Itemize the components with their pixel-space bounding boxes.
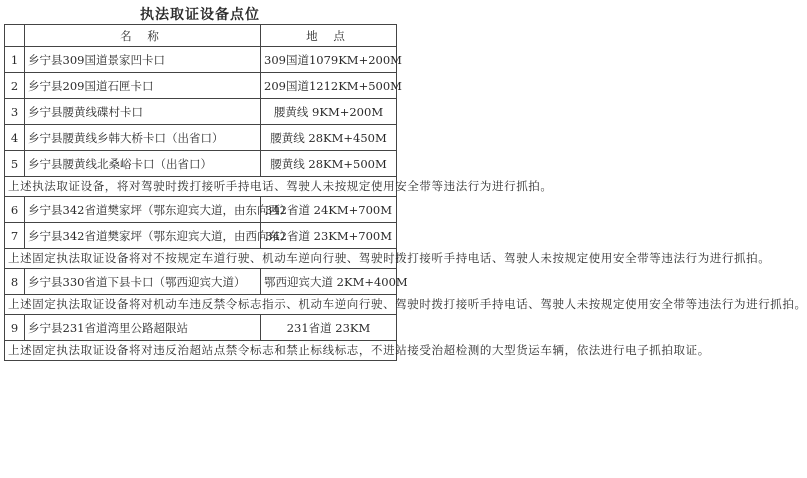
note-row (5, 249, 397, 269)
row-location: 209国道1212KM+500M (261, 73, 397, 99)
row-name: 乡宁县231省道湾里公路超限站 (25, 315, 261, 341)
row-number: 9 (5, 315, 25, 341)
row-location: 腰黄线 28KM+500M (261, 151, 397, 177)
row-number: 5 (5, 151, 25, 177)
row-location: 鄂西迎宾大道 2KM+400M (261, 269, 397, 295)
row-name: 乡宁县腰黄线北桑峪卡口（出省口） (25, 151, 261, 177)
group-note: 上述固定执法取证设备将对不按规定车道行驶、机动车逆向行驶、驾驶时拨打接听手持电话、驾驶人未按规定使用安全带等违法行为进行抓拍。 (5, 249, 397, 269)
row-number: 1 (5, 47, 25, 73)
row-name: 乡宁县342省道樊家坪（鄂东迎宾大道，由西向东） (25, 223, 261, 249)
row-location: 309国道1079KM+200M (261, 47, 397, 73)
header-location: 地 点 (261, 25, 397, 47)
table-row (5, 151, 397, 177)
note-row (5, 177, 397, 197)
row-name: 乡宁县209国道石匣卡口 (25, 73, 261, 99)
table-row (5, 269, 397, 295)
table-row (5, 125, 397, 151)
table-row (5, 315, 397, 341)
table-row (5, 99, 397, 125)
row-number: 7 (5, 223, 25, 249)
row-name: 乡宁县309国道景家凹卡口 (25, 47, 261, 73)
group-note: 上述固定执法取证设备将对机动车违反禁令标志指示、机动车逆向行驶、驾驶时拨打接听手持电话、驾驶人未按规定使用安全带等违法行为进行抓拍。 (5, 295, 397, 315)
row-name: 乡宁县腰黄线碟村卡口 (25, 99, 261, 125)
note-row (5, 341, 397, 361)
row-name: 乡宁县330省道下县卡口（鄂西迎宾大道） (25, 269, 261, 295)
table-header (5, 25, 397, 47)
table-row (5, 47, 397, 73)
row-location: 腰黄线 9KM+200M (261, 99, 397, 125)
row-number: 2 (5, 73, 25, 99)
page-title: 执法取证设备点位 (140, 7, 260, 23)
group-note: 上述执法取证设备，将对驾驶时拨打接听手持电话、驾驶人未按规定使用安全带等违法行为进行抓拍。 (5, 177, 397, 197)
group-note: 上述固定执法取证设备将对违反治超站点禁令标志和禁止标线标志，不进站接受治超检测的大型货运车辆，依法进行电子抓拍取证。 (5, 341, 397, 361)
header-name: 名 称 (25, 25, 261, 47)
table-row (5, 197, 397, 223)
row-location: 342省道 23KM+700M (261, 223, 397, 249)
table-row (5, 73, 397, 99)
device-table (4, 24, 807, 361)
row-number: 3 (5, 99, 25, 125)
row-location: 231省道 23KM (261, 315, 397, 341)
row-name: 乡宁县腰黄线乡韩大桥卡口（出省口） (25, 125, 261, 151)
row-location: 腰黄线 28KM+450M (261, 125, 397, 151)
table-row (5, 223, 397, 249)
row-number: 6 (5, 197, 25, 223)
header-number (5, 25, 25, 47)
note-row (5, 295, 397, 315)
row-number: 4 (5, 125, 25, 151)
row-name: 乡宁县342省道樊家坪（鄂东迎宾大道，由东向西） (25, 197, 261, 223)
row-number: 8 (5, 269, 25, 295)
row-location: 342省道 24KM+700M (261, 197, 397, 223)
